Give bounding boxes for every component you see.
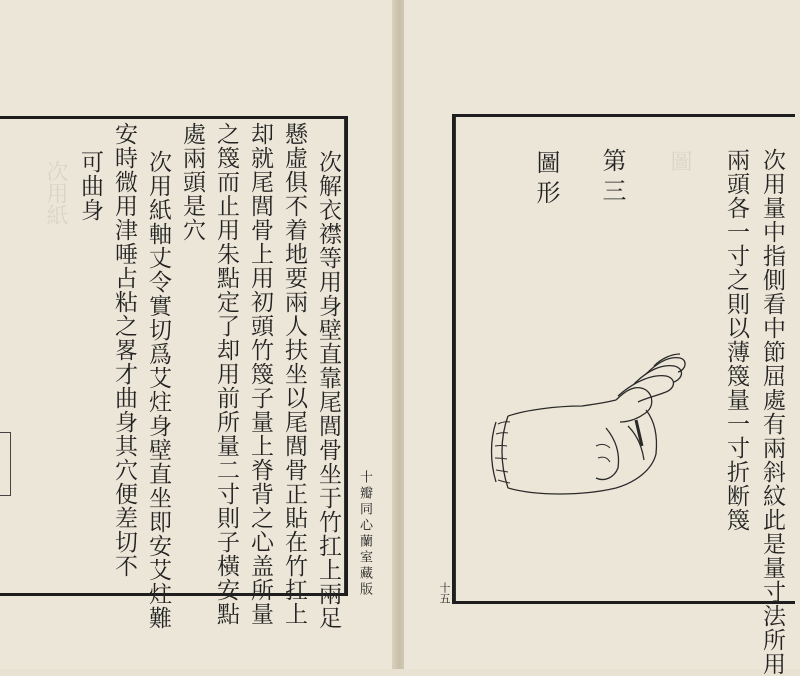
text-column-2: 懸虛俱不着地要兩人扶坐以尾閭骨正貼在竹扛上 bbox=[281, 122, 307, 626]
text-column-2: 兩頭各一寸之則以薄篾量一寸折断篾 bbox=[723, 148, 749, 532]
figure-title: 圖形 bbox=[532, 150, 560, 210]
fold-edge-mark bbox=[0, 432, 11, 496]
text-column-8: 可曲身 bbox=[77, 150, 103, 222]
text-column-7: 安時微用津唾占粘之畧才曲身其穴便差切不 bbox=[111, 122, 137, 578]
frame-inner-rule bbox=[344, 119, 345, 593]
text-column-6: 次用紙軸丈令實切爲艾炷身壁直坐即安艾炷難 bbox=[145, 150, 171, 630]
colophon-publisher: 十瓣同心蘭室藏版 bbox=[357, 470, 372, 598]
bleed-through-text: 圖 bbox=[667, 150, 692, 172]
text-column-1: 次用量中指側看中節屈處有兩斜紋此是量寸法所用 bbox=[759, 148, 785, 676]
figure-number: 第三 bbox=[598, 148, 626, 208]
text-column-4: 之篾而止用朱點定了却用前所量二寸則子橫安點 bbox=[213, 122, 239, 626]
bleed-through-text: 次用紙 bbox=[43, 160, 68, 226]
frame-inner-rule bbox=[455, 117, 456, 601]
left-page bbox=[0, 0, 396, 669]
text-column-3: 却就尾閭骨上用初頭竹篾子量上脊背之心盖所量 bbox=[247, 122, 273, 626]
text-column-5: 處兩頭是穴 bbox=[179, 122, 205, 242]
text-column-1: 次解衣襟等用身壁直靠尾閭骨坐于竹扛上兩足 bbox=[315, 150, 341, 630]
page-number: 十五 bbox=[438, 582, 451, 604]
hand-illustration bbox=[486, 350, 726, 520]
right-page bbox=[404, 0, 800, 676]
